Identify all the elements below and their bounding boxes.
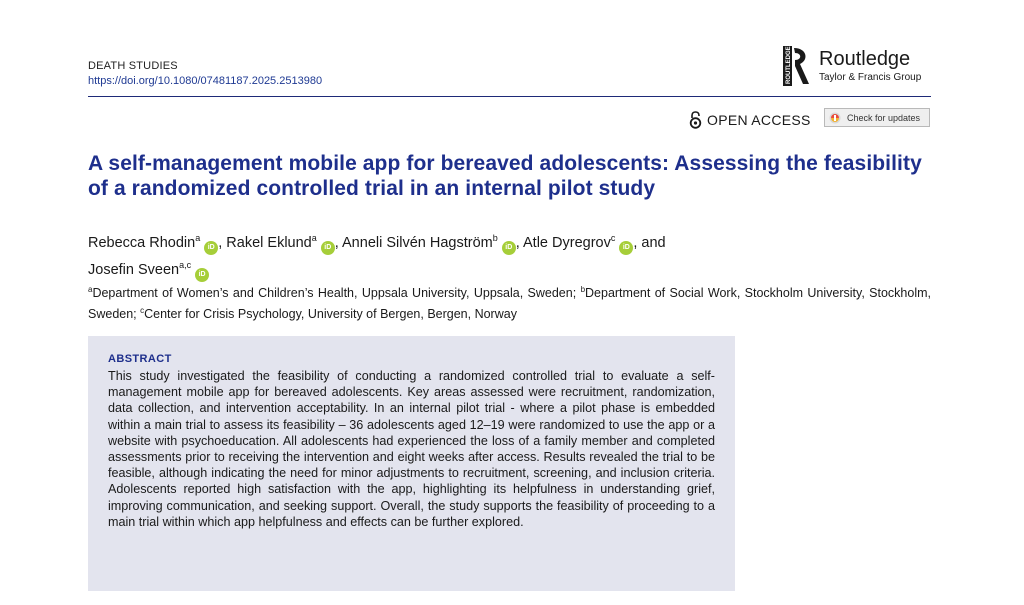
abstract-heading: ABSTRACT — [108, 353, 172, 365]
check-for-updates-button[interactable] — [824, 108, 930, 127]
author-affiliation-mark: c — [610, 233, 616, 243]
abstract-box — [88, 336, 735, 591]
orcid-icon[interactable]: iD — [502, 241, 516, 255]
orcid-icon[interactable]: iD — [619, 241, 633, 255]
open-access-badge — [689, 110, 811, 130]
affiliation-text: Department of Women’s and Children’s Health, Uppsala University, Uppsala, Sweden; — [92, 286, 581, 301]
affiliations — [88, 281, 931, 323]
author-affiliation-mark: b — [492, 233, 498, 243]
orcid-icon[interactable]: iD — [321, 241, 335, 255]
author-separator: , — [334, 234, 343, 251]
author-separator: , — [218, 234, 227, 251]
author-affiliation-mark: a — [195, 233, 201, 243]
journal-name: DEATH STUDIES — [88, 60, 178, 72]
routledge-mark-icon — [783, 46, 811, 86]
affiliation-mark: b — [580, 285, 586, 294]
affiliation-mark: c — [140, 306, 145, 316]
routledge-mark-text: ROUTLEDGE — [785, 46, 792, 84]
article-title: A self-management mobile app for bereaved adolescents: Assessing the feasibility of a randomized controlled trial in an internal pilot study — [88, 152, 922, 200]
abstract-text: This study investigated the feasibility of conducting a randomized controlled trial to evaluate a self-management mobile app for bereaved adolescents. Key areas assessed were recruitment, randomization, data collection, and intervention acceptability. In an internal pilot trial - where a pilot phase is embedded within a main trial to assess its feasibility – 36 adolescents aged 12–19 were randomized to use the app or a website with psychoeducation. All adolescents had experienced the loss of a family member and completed assessments prior to receiving the intervention and eight weeks after access. Results revealed the trial to be feasible, although indicating the need for minor adjustments to recruitment, screening, and inclusion criteria. Adolescents reported high satisfaction with the app, highlighting its helpfulness in understanding grief, improving communication, and seeking support. Overall, the study supports the feasibility of proceeding to a main trial within which app helpfulness and effects can be further explored. — [108, 369, 715, 529]
author-separator: , — [515, 234, 524, 251]
publisher-name: Routledge — [819, 48, 911, 70]
author-affiliation-mark: a,c — [179, 259, 192, 270]
author-list — [88, 228, 948, 282]
author-name[interactable]: Atle Dyregrov — [523, 234, 611, 251]
author-name[interactable]: Anneli Silvén Hagström — [342, 234, 493, 251]
affiliation-text: Center for Crisis Psychology, University of Bergen, Bergen, Norway — [144, 307, 517, 322]
check-updates-label: Check for updates — [847, 112, 921, 123]
routledge-logo[interactable] — [783, 46, 933, 88]
orcid-icon[interactable]: iD — [204, 241, 218, 255]
author-affiliation-mark: a — [311, 233, 317, 243]
author-separator: , and — [633, 234, 666, 251]
author-name[interactable]: Rebecca Rhodin — [88, 234, 196, 251]
orcid-icon[interactable]: iD — [195, 268, 209, 282]
author-name[interactable]: Rakel Eklund — [226, 234, 312, 251]
affiliation-text: Department of Social Work, Stockholm University, Stockholm, Sweden; — [88, 286, 931, 322]
doi-link[interactable]: https://doi.org/10.1080/07481187.2025.2513980 — [88, 75, 323, 87]
check-updates-icon — [829, 112, 841, 124]
open-access-label: OPEN ACCESS — [707, 112, 811, 128]
header-divider — [88, 96, 931, 97]
publisher-group: Taylor & Francis Group — [819, 72, 922, 83]
affiliation-mark: a — [88, 285, 93, 294]
open-access-lock-icon — [689, 111, 702, 129]
author-name[interactable]: Josefin Sveen — [88, 261, 180, 278]
